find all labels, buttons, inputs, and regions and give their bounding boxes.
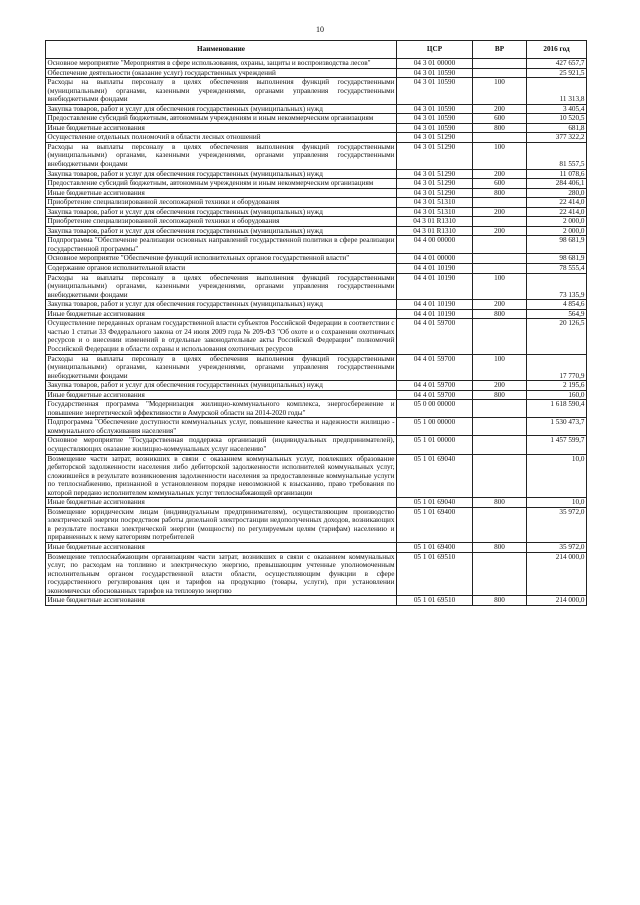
row-vr-cell xyxy=(473,59,527,69)
row-csr-cell: 04 4 01 10190 xyxy=(397,264,473,274)
table-row xyxy=(46,142,587,169)
row-csr-cell: 04 3 01 10590 xyxy=(397,114,473,124)
table-row xyxy=(46,390,587,400)
table-header-row xyxy=(46,41,587,59)
row-vr-cell: 800 xyxy=(473,498,527,508)
row-csr-cell: 04 3 01 51290 xyxy=(397,188,473,198)
row-name-cell: Закупка товаров, работ и услуг для обеспечения государственных (муниципальных) нужд xyxy=(46,207,397,217)
row-vr-cell xyxy=(473,454,527,498)
table-row xyxy=(46,68,587,78)
row-amount-cell: 564,9 xyxy=(527,309,587,319)
row-name-cell: Расходы на выплаты персоналу в целях обеспечения выполнения функций государственными (муниципальными) органами, казенными учреждениями, органами управления государственными внебюджетными фондами xyxy=(47,142,395,169)
table-row xyxy=(46,198,587,208)
row-name-cell: Иные бюджетные ассигнования xyxy=(46,123,397,133)
header-amount: 2016 год xyxy=(527,41,587,59)
row-name-cell: Основное мероприятие "Государственная поддержка организаций (индивидуальных предпринимателей), осуществляющих оказание жилищно-коммунальных услуг населению" xyxy=(47,436,395,453)
row-vr-cell: 800 xyxy=(473,188,527,198)
row-csr-cell: 04 3 01 10590 xyxy=(397,104,473,114)
table-row xyxy=(46,114,587,124)
row-vr-cell xyxy=(473,400,527,418)
row-amount-cell: 73 135,9 xyxy=(527,273,587,300)
row-name-cell: Обеспечение деятельности (оказание услуг) государственных учреждений xyxy=(46,68,397,78)
row-vr-cell xyxy=(473,236,527,254)
row-csr-cell: 04 3 01 10590 xyxy=(397,68,473,78)
row-csr-cell: 05 1 01 69040 xyxy=(397,454,473,498)
row-name-cell: Содержание органов исполнительной власти xyxy=(46,264,397,274)
row-csr-cell: 04 3 01 51290 xyxy=(397,142,473,169)
row-amount-cell: 81 557,5 xyxy=(527,142,587,169)
table-row xyxy=(46,319,587,354)
row-name-cell: Предоставление субсидий бюджетным, автономным учреждениям и иным некоммерческим организациям xyxy=(46,114,397,124)
row-csr-cell: 04 4 01 10190 xyxy=(397,309,473,319)
row-csr-cell: 05 1 01 69400 xyxy=(397,542,473,552)
table-row xyxy=(46,542,587,552)
row-csr-cell: 04 4 00 00000 xyxy=(397,236,473,254)
row-amount-cell: 22 414,0 xyxy=(527,198,587,208)
row-amount-cell: 214 000,0 xyxy=(527,596,587,606)
row-csr-cell: 04 4 01 59700 xyxy=(397,319,473,354)
row-amount-cell: 98 681,9 xyxy=(527,254,587,264)
table-row xyxy=(46,400,587,418)
row-name-cell: Возмещение юридическим лицам (индивидуальным предпринимателям), осуществляющим производство электрической энергии посредством работы дизельной электростанции недополученных доходов, возникающих в результате поставки электрической энергии (мощности) по регулируемым целям (тарифам) населению и приравненных к нему категориям потребителей xyxy=(47,507,395,542)
row-vr-cell xyxy=(473,552,527,596)
row-csr-cell: 04 3 01 R1310 xyxy=(397,226,473,236)
table-row xyxy=(46,264,587,274)
row-name-cell: Основное мероприятие "Обеспечение функций исполнительных органов государственной власти" xyxy=(46,254,397,264)
row-vr-cell: 100 xyxy=(473,273,527,300)
row-vr-cell xyxy=(473,264,527,274)
row-amount-cell: 284 406,1 xyxy=(527,179,587,189)
table-row xyxy=(46,498,587,508)
row-name-cell: Приобретение специализированной лесопожарной техники и оборудования xyxy=(46,198,397,208)
row-amount-cell: 17 770,9 xyxy=(527,354,587,381)
row-name-cell: Иные бюджетные ассигнования xyxy=(46,309,397,319)
row-csr-cell: 04 3 01 51310 xyxy=(397,207,473,217)
table-row xyxy=(46,309,587,319)
table-row xyxy=(46,59,587,69)
table-body xyxy=(46,59,587,606)
row-name-cell: Иные бюджетные ассигнования xyxy=(46,188,397,198)
row-name-cell: Закупка товаров, работ и услуг для обеспечения государственных (муниципальных) нужд xyxy=(46,169,397,179)
row-amount-cell: 160,0 xyxy=(527,390,587,400)
row-amount-cell: 10 520,5 xyxy=(527,114,587,124)
row-csr-cell: 05 1 01 69040 xyxy=(397,498,473,508)
row-vr-cell xyxy=(473,319,527,354)
row-amount-cell: 25 921,5 xyxy=(527,68,587,78)
row-csr-cell: 04 4 01 59700 xyxy=(397,390,473,400)
row-name-cell: Осуществление отдельных полномочий в области лесных отношений xyxy=(46,133,397,143)
row-amount-cell: 98 681,9 xyxy=(527,236,587,254)
row-csr-cell: 04 4 01 59700 xyxy=(397,381,473,391)
row-name-cell: Расходы на выплаты персоналу в целях обеспечения выполнения функций государственными (муниципальными) органами, казенными учреждениями, органами управления государственными внебюджетными фондами xyxy=(47,78,395,104)
row-amount-cell: 1 457 599,7 xyxy=(527,436,587,454)
table-row xyxy=(46,217,587,227)
row-vr-cell: 800 xyxy=(473,390,527,400)
row-vr-cell xyxy=(473,418,527,436)
row-csr-cell: 04 4 01 00000 xyxy=(397,254,473,264)
row-amount-cell: 681,8 xyxy=(527,123,587,133)
row-csr-cell: 04 3 01 10590 xyxy=(397,123,473,133)
page-number: 10 xyxy=(316,25,324,34)
row-csr-cell: 04 4 01 10190 xyxy=(397,273,473,300)
row-amount-cell: 11 313,8 xyxy=(527,78,587,105)
row-csr-cell: 04 3 01 51290 xyxy=(397,179,473,189)
table-row xyxy=(46,169,587,179)
row-csr-cell: 04 4 01 59700 xyxy=(397,354,473,381)
row-vr-cell: 100 xyxy=(473,78,527,105)
row-amount-cell: 2 195,6 xyxy=(527,381,587,391)
row-amount-cell: 22 414,0 xyxy=(527,207,587,217)
table-row xyxy=(46,436,587,454)
table-row xyxy=(46,104,587,114)
row-amount-cell: 377 322,2 xyxy=(527,133,587,143)
row-csr-cell: 05 1 01 69510 xyxy=(397,552,473,596)
row-vr-cell xyxy=(473,436,527,454)
row-csr-cell: 05 1 01 69400 xyxy=(397,507,473,542)
row-vr-cell xyxy=(473,68,527,78)
row-amount-cell: 35 972,0 xyxy=(527,542,587,552)
row-name-cell: Закупка товаров, работ и услуг для обеспечения государственных (муниципальных) нужд xyxy=(46,226,397,236)
row-name-cell: Подпрограмма "Обеспечение доступности коммунальных услуг, повышение качества и надежности жилищно - коммунального обслуживания населения" xyxy=(47,418,395,435)
row-csr-cell: 05 1 01 00000 xyxy=(397,436,473,454)
row-name-cell: Возмещение теплоснабжающим организациям части затрат, возникших в связи с оказанием коммунальных услуг, по расходам на топливно и электрическую энергию, превышающим учтенные уполномоченным исполнительным органом государственной власти области, осуществляющим функции в сфере государственного регулирования цен и тарифов на продукцию (товары, услуги), при установлении экономически обоснованных тарифов на тепловую энергию xyxy=(47,552,395,595)
row-vr-cell: 200 xyxy=(473,300,527,310)
row-vr-cell xyxy=(473,254,527,264)
table-row xyxy=(46,273,587,300)
row-csr-cell: 04 3 01 51310 xyxy=(397,198,473,208)
table-row xyxy=(46,254,587,264)
row-amount-cell: 35 972,0 xyxy=(527,507,587,542)
row-name-cell: Основное мероприятие "Мероприятия в сфере использования, охраны, защиты и воспроизводства лесов" xyxy=(46,59,397,69)
row-name-cell: Закупка товаров, работ и услуг для обеспечения государственных (муниципальных) нужд xyxy=(46,300,397,310)
row-name-cell: Иные бюджетные ассигнования xyxy=(46,542,397,552)
row-csr-cell: 04 3 01 00000 xyxy=(397,59,473,69)
row-vr-cell: 100 xyxy=(473,354,527,381)
row-name-cell: Государственная программа "Модернизация жилищно-коммунального комплекса, энергосбережение и повышение энергетической эффективности в Амурской области на 2014-2020 годы" xyxy=(47,400,395,417)
row-name-cell: Расходы на выплаты персоналу в целях обеспечения выполнения функций государственными (муниципальными) органами, казенными учреждениями, органами управления государственными внебюджетными фондами xyxy=(47,354,395,380)
table-row xyxy=(46,418,587,436)
row-vr-cell: 800 xyxy=(473,123,527,133)
row-name-cell: Приобретение специализированной лесопожарной техники и оборудования xyxy=(46,217,397,227)
row-vr-cell xyxy=(473,198,527,208)
table-row xyxy=(46,179,587,189)
row-amount-cell: 78 555,4 xyxy=(527,264,587,274)
row-vr-cell: 200 xyxy=(473,169,527,179)
row-amount-cell: 20 126,5 xyxy=(527,319,587,354)
row-name-cell: Закупка товаров, работ и услуг для обеспечения государственных (муниципальных) нужд xyxy=(46,381,397,391)
table-row xyxy=(46,226,587,236)
row-csr-cell: 05 0 00 00000 xyxy=(397,400,473,418)
table-row xyxy=(46,133,587,143)
table-row xyxy=(46,300,587,310)
row-name-cell: Предоставление субсидий бюджетным, автономным учреждениям и иным некоммерческим организациям xyxy=(46,179,397,189)
row-name-cell: Иные бюджетные ассигнования xyxy=(46,498,397,508)
row-vr-cell: 200 xyxy=(473,381,527,391)
row-name-cell: Подпрограмма "Обеспечение реализации основных направлений государственной политики в сфере реализации государственной программы" xyxy=(47,236,395,253)
row-csr-cell: 04 3 01 10590 xyxy=(397,78,473,105)
row-amount-cell: 1 530 473,7 xyxy=(527,418,587,436)
row-vr-cell xyxy=(473,507,527,542)
header-name: Наименование xyxy=(46,41,397,59)
row-vr-cell xyxy=(473,217,527,227)
row-amount-cell: 214 000,0 xyxy=(527,552,587,596)
table-row xyxy=(46,188,587,198)
row-vr-cell: 600 xyxy=(473,179,527,189)
table-row xyxy=(46,454,587,498)
row-vr-cell: 600 xyxy=(473,114,527,124)
header-csr: ЦСР xyxy=(397,41,473,59)
row-csr-cell: 05 1 00 00000 xyxy=(397,418,473,436)
row-vr-cell: 800 xyxy=(473,309,527,319)
budget-table xyxy=(45,40,587,606)
row-amount-cell: 2 000,0 xyxy=(527,217,587,227)
row-name-cell: Осуществление переданных органам государственной власти субъектов Российской Федерации в соответствии с частью 1 статьи 33 Федерального закона от 24 июля 2009 года № 209-ФЗ "Об охоте и о сохранении охотничьих ресурсов и о внесении изменений в отдельные законодательные акты Российской Федерации" полномочий Российской Федерации в области охраны и использования охотничьих ресурсов xyxy=(47,319,395,353)
row-vr-cell: 200 xyxy=(473,104,527,114)
row-amount-cell: 280,0 xyxy=(527,188,587,198)
row-name-cell: Возмещение части затрат, возникших в связи с оказанием коммунальных услуг, повлекших образование дебиторской задолженности населения либо дебиторской задолженности исполнителей коммунальных услуг, сложившейся в результате возникновения задолженности населения за предоставленные коммунальные услуги по теплоснабжению, признанной в установленном порядке невозможной к взысканию, право требования по которой передано исполнителем коммунальных услуг теплоснабжающей организации xyxy=(47,454,395,497)
row-vr-cell xyxy=(473,133,527,143)
table-row xyxy=(46,381,587,391)
table-row xyxy=(46,552,587,596)
row-csr-cell: 04 4 01 10190 xyxy=(397,300,473,310)
row-name-cell: Закупка товаров, работ и услуг для обеспечения государственных (муниципальных) нужд xyxy=(46,104,397,114)
row-amount-cell: 10,0 xyxy=(527,498,587,508)
row-csr-cell: 05 1 01 69510 xyxy=(397,596,473,606)
row-vr-cell: 200 xyxy=(473,207,527,217)
row-amount-cell: 11 078,6 xyxy=(527,169,587,179)
row-name-cell: Иные бюджетные ассигнования xyxy=(46,596,397,606)
table-row xyxy=(46,123,587,133)
row-name-cell: Иные бюджетные ассигнования xyxy=(46,390,397,400)
row-vr-cell: 200 xyxy=(473,226,527,236)
row-csr-cell: 04 3 01 51290 xyxy=(397,133,473,143)
row-csr-cell: 04 3 01 R1310 xyxy=(397,217,473,227)
row-amount-cell: 427 657,7 xyxy=(527,59,587,69)
table-row xyxy=(46,596,587,606)
row-vr-cell: 100 xyxy=(473,142,527,169)
table-row xyxy=(46,507,587,542)
row-amount-cell: 10,0 xyxy=(527,454,587,498)
row-amount-cell: 2 000,0 xyxy=(527,226,587,236)
table-row xyxy=(46,354,587,381)
row-amount-cell: 1 618 590,4 xyxy=(527,400,587,418)
table-row xyxy=(46,207,587,217)
row-name-cell: Расходы на выплаты персоналу в целях обеспечения выполнения функций государственными (муниципальными) органами, казенными учреждениями, органами управления государственными внебюджетными фондами xyxy=(47,273,395,299)
row-csr-cell: 04 3 01 51290 xyxy=(397,169,473,179)
row-vr-cell: 800 xyxy=(473,596,527,606)
row-amount-cell: 3 405,4 xyxy=(527,104,587,114)
table-row xyxy=(46,78,587,105)
table-row xyxy=(46,236,587,254)
row-amount-cell: 4 854,6 xyxy=(527,300,587,310)
row-vr-cell: 800 xyxy=(473,542,527,552)
header-vr: ВР xyxy=(473,41,527,59)
